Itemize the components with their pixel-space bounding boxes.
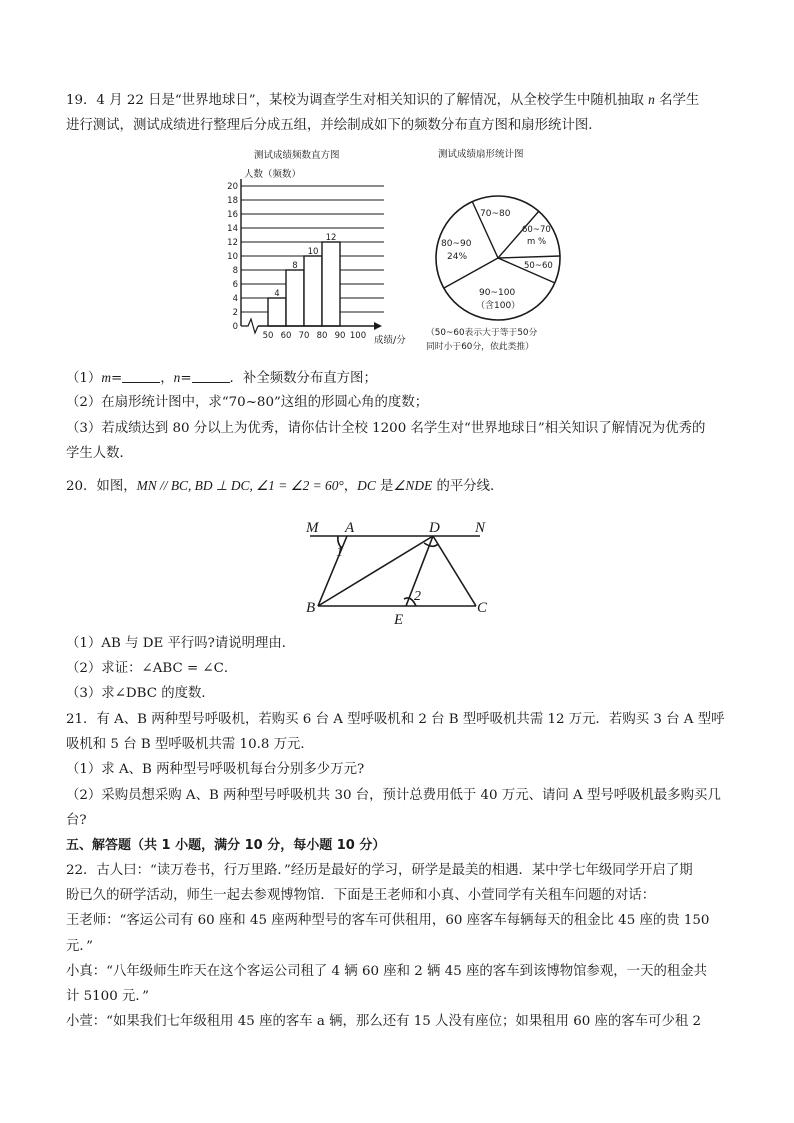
- pie-label-90-100: 90~100: [479, 288, 516, 298]
- histogram-bar: [268, 298, 286, 326]
- histogram-x-label: 成绩/分: [374, 335, 406, 346]
- q19-sub3-line2: 学生人数．: [66, 446, 133, 461]
- q22-wang-line2: 元．”: [66, 939, 93, 954]
- q20-sub1: （1）AB 与 DE 平行吗?请说明理由．: [66, 636, 296, 651]
- pie-label-90-100-note: （含100）: [476, 301, 521, 311]
- q22-xuan-line1: 小萱：“如果我们七年级租用 45 座的客车 a 辆，那么还有 15 人没有座位；如果租用 60 座的客车可少租 2: [66, 1014, 702, 1029]
- histogram-x-axis-break: [241, 319, 258, 333]
- histogram-bar-value-label: 8: [292, 261, 298, 271]
- histogram-y-tick-label: 12: [227, 238, 238, 248]
- point-n-label: N: [475, 520, 486, 536]
- answer-blank-m[interactable]: [122, 370, 160, 383]
- histogram-y-tick-label: 2: [232, 308, 238, 318]
- histogram-y-tick-label: 8: [232, 266, 238, 276]
- histogram-y-tick-label: 20: [227, 182, 238, 192]
- q19-line1: 19．4 月 22 日是“世界地球日”，某校为调查学生对相关知识的了解情况，从全校学生中随机抽取 n 名学生: [66, 92, 700, 108]
- q21-sub2-line2: 台?: [66, 813, 87, 828]
- histogram-x-tick-label: 80: [316, 331, 328, 341]
- angle-2-label: 2: [414, 589, 421, 604]
- pie-label-70-80: 70~80: [480, 209, 511, 219]
- histogram-y-ticks: [227, 182, 238, 332]
- histogram-bar-value-label: 12: [325, 233, 337, 243]
- pie-title: 测试成绩扇形统计图: [438, 149, 524, 160]
- q19-sub1: （1）m= ，n= ．补全频数分布直方图；: [66, 370, 377, 386]
- q22-wang-line1: 王老师：“客运公司有 60 座和 45 座两种型号的客车可供租用，60 座客车每辆每天的租金比 45 座的贵 150: [66, 913, 710, 928]
- angle-1-label: 1: [336, 545, 343, 560]
- histogram-y-tick-label: 6: [232, 280, 238, 290]
- q19-line2: 进行测试，测试成绩进行整理后分成五组，并绘制成如下的频数分布直方图和扇形统计图．: [66, 118, 602, 133]
- histogram-y-tick-label: 18: [227, 196, 238, 206]
- pie-label-50-60: 50~60: [524, 261, 553, 271]
- histogram-x-arrow: [374, 322, 382, 330]
- q21-sub2-line1: （2）采购员想采购 A、B 两种型号呼吸机共 30 台，预计总费用低于 40 万元、请问 A 型号呼吸机最多购买几: [66, 788, 721, 803]
- pie-label-80-90-pct: 24%: [447, 252, 468, 262]
- histogram-y-tick-label: 10: [227, 252, 238, 262]
- q21-line2: 吸机和 5 台 B 型呼吸机共需 10.8 万元．: [66, 737, 314, 752]
- q22-line2: 盼已久的研学活动，师生一起去参观博物馆．下面是王老师和小真、小萱同学有关租车问题的对话：: [66, 888, 656, 903]
- q19-sub2: （2）在扇形统计图中，求“70~80”这组的形圆心角的度数；: [66, 395, 429, 410]
- pie-label-60-70-pct: m %: [527, 237, 547, 247]
- histogram-bar: [304, 256, 322, 326]
- answer-blank-n[interactable]: [192, 370, 230, 383]
- histogram-title: 测试成绩频数直方图: [254, 150, 340, 161]
- q22-zhen-line1: 小真：“八年级师生昨天在这个客运公司租了 4 辆 60 座和 2 辆 45 座的客车到该博物馆参观，一天的租金共: [66, 964, 708, 979]
- pie-chart: [424, 143, 594, 358]
- q22-line1: 22．古人曰：“读万卷书，行万里路．”经历是最好的学习，研学是最美的相遇．某中学七年级同学开启了期: [66, 863, 693, 878]
- point-d-label: D: [429, 520, 440, 536]
- segment-dc: [433, 536, 476, 606]
- point-e-label: E: [394, 612, 404, 627]
- point-b-label: B: [306, 600, 316, 616]
- q20-sub2: （2）求证：∠ABC = ∠C．: [66, 661, 238, 676]
- histogram-x-tick-label: 90: [334, 331, 346, 341]
- q20-sub3: （3）求∠DBC 的度数．: [66, 686, 215, 701]
- angle-d-arc: [424, 543, 438, 546]
- q20-stem: 20．如图，MN // BC, BD ⊥ DC, ∠1 = ∠2 = 60°，DC 是∠NDE 的平分线．: [66, 478, 504, 494]
- point-m-label: M: [306, 520, 319, 536]
- histogram-y-label: 人数（频数）: [244, 169, 302, 180]
- histogram-x-tick-label: 50: [262, 331, 274, 341]
- histogram-x-tick-label: 100: [349, 331, 367, 341]
- histogram-bar-value-label: 4: [274, 289, 280, 299]
- histogram-bar-value-label: 10: [307, 247, 319, 257]
- histogram-y-tick-label: 4: [232, 294, 238, 304]
- frequency-histogram: [222, 143, 422, 353]
- pie-label-60-70: 60~70: [522, 225, 551, 235]
- section-heading: 五、解答题（共 1 小题，满分 10 分，每小题 10 分）: [66, 838, 386, 853]
- histogram-y-tick-label: 0: [232, 322, 238, 332]
- histogram-x-tick-label: 60: [280, 331, 292, 341]
- histogram-bar: [286, 270, 304, 326]
- histogram-x-tick-label: 70: [298, 331, 310, 341]
- q19-sub3-line1: （3）若成绩达到 80 分以上为优秀，请你估计全校 1200 名学生对“世界地球日”相关知识了解情况为优秀的: [66, 421, 706, 436]
- point-a-label: A: [345, 520, 355, 536]
- q21-sub1: （1）求 A、B 两种型号呼吸机每台分别多少万元?: [66, 762, 365, 777]
- geometry-figure: [300, 512, 500, 627]
- q21-line1: 21．有 A、B 两种型号呼吸机，若购买 6 台 A 型呼吸机和 2 台 B 型呼吸机共需 12 万元．若购买 3 台 A 型呼: [66, 712, 725, 727]
- histogram-x-ticks: [263, 331, 367, 341]
- histogram-y-tick-label: 14: [227, 224, 238, 234]
- pie-note-line2: 同时小于60分，依此类推）: [426, 342, 534, 352]
- q22-zhen-line2: 计 5100 元．”: [66, 989, 149, 1004]
- histogram-bar: [322, 242, 340, 326]
- pie-note-line1: （50~60表示大于等于50分: [426, 328, 538, 338]
- histogram-bars: [268, 233, 340, 326]
- point-c-label: C: [477, 600, 488, 616]
- histogram-y-tick-label: 16: [227, 210, 238, 220]
- pie-label-80-90: 80~90: [441, 239, 472, 249]
